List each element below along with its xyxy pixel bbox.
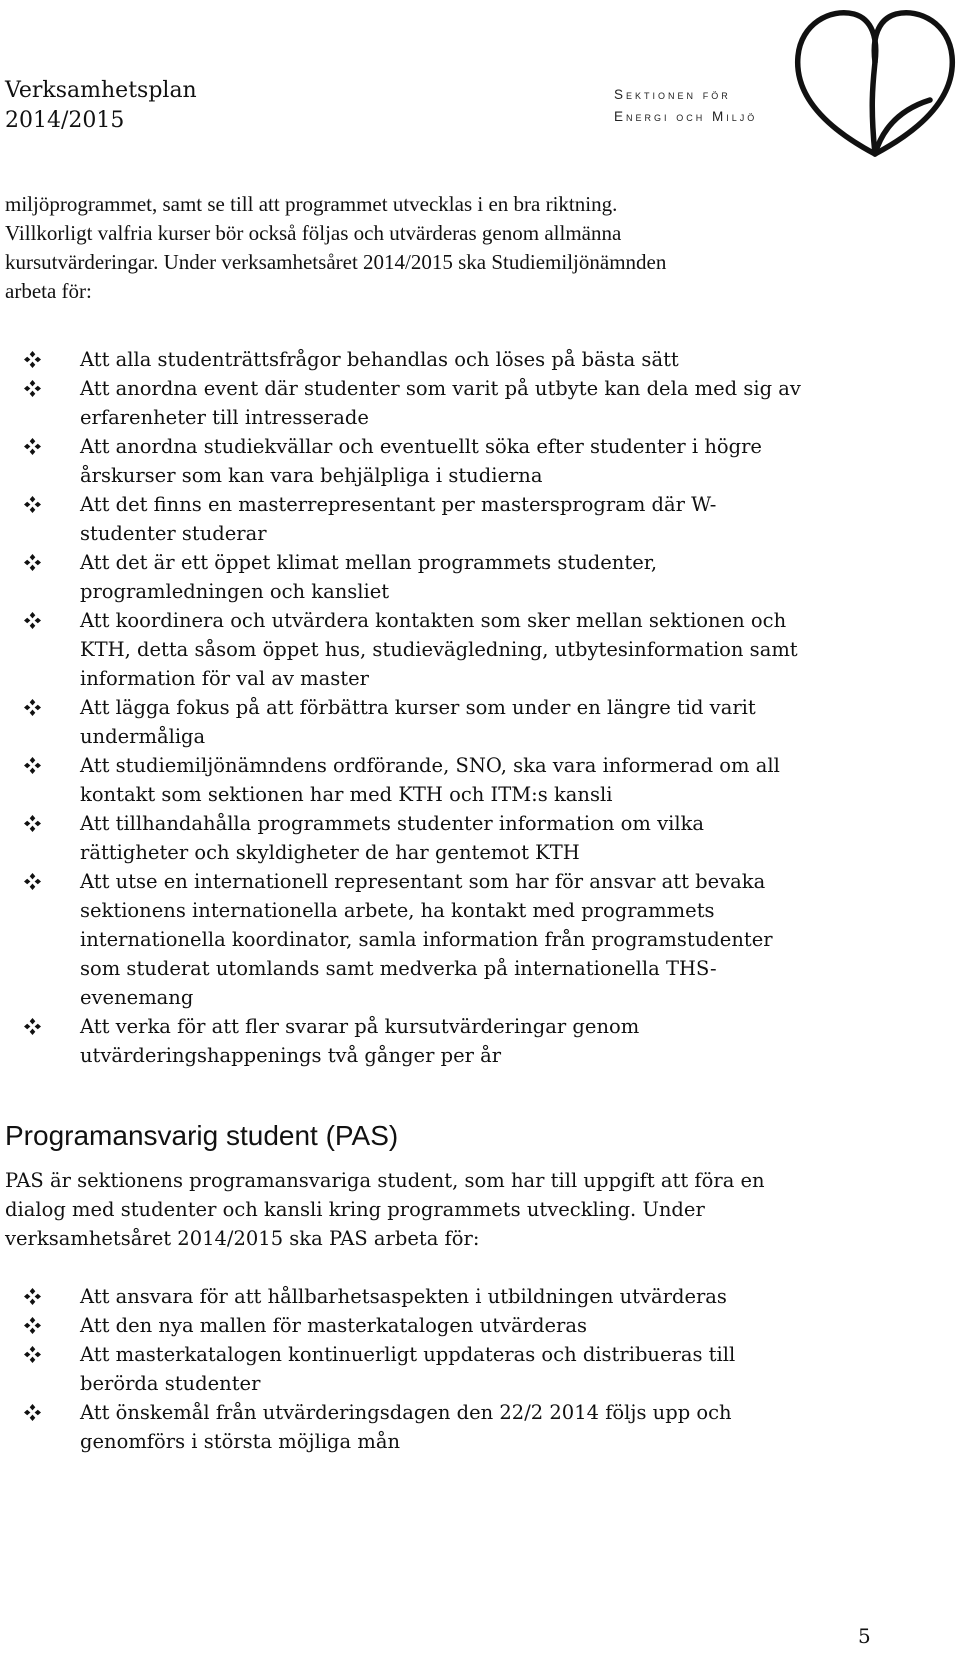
pas-intro-line: verksamhetsåret 2014/2015 ska PAS arbeta för: — [5, 1227, 480, 1250]
list-item — [0, 374, 930, 432]
four-diamond-bullet-icon — [24, 438, 41, 455]
intro-line: kursutvärderingar. Under verksamhetsåret 2014/2015 ska Studiemiljönämnden — [5, 250, 667, 274]
four-diamond-bullet-icon — [24, 815, 41, 832]
list-item — [0, 1282, 930, 1311]
list-item-text: programledningen och kansliet — [80, 580, 390, 603]
list-item — [0, 490, 930, 548]
list-item-text: Att önskemål från utvärderingsdagen den 22/2 2014 följs upp och — [80, 1401, 732, 1424]
organization-name — [614, 84, 757, 128]
list-item-text: Att lägga fokus på att förbättra kurser som under en längre tid varit — [80, 696, 756, 719]
pas-intro-paragraph — [5, 1166, 905, 1253]
list-item-text: evenemang — [80, 986, 194, 1009]
list-item-text: KTH, detta såsom öppet hus, studievägledning, utbytesinformation samt — [80, 638, 798, 661]
list-item — [0, 809, 930, 867]
organization-name-line2: Energi och Miljö — [614, 109, 758, 124]
list-item-text: Att anordna event där studenter som varit på utbyte kan dela med sig av — [80, 377, 801, 400]
list-item — [0, 606, 930, 693]
list-item — [0, 751, 930, 809]
list-item-text: kontakt som sektionen har med KTH och ITM:s kansli — [80, 783, 613, 806]
list-item-text: årskurser som kan vara behjälpliga i studierna — [80, 464, 543, 487]
four-diamond-bullet-icon — [24, 1288, 41, 1305]
studiemiljo-goals-list — [0, 345, 930, 1070]
header-title: Verksamhetsplan — [5, 78, 197, 103]
four-diamond-bullet-icon — [24, 1404, 41, 1421]
list-item-text: Att ansvara för att hållbarhetsaspekten i utbildningen utvärderas — [80, 1285, 727, 1308]
list-item-text: rättigheter och skyldigheter de har gentemot KTH — [80, 841, 580, 864]
list-item-text: Att studiemiljönämndens ordförande, SNO, ska vara informerad om all — [80, 754, 780, 777]
list-item-text: utvärderingshappenings två gånger per år — [80, 1044, 502, 1067]
list-item-text: erfarenheter till intresserade — [80, 406, 369, 429]
list-item — [0, 1311, 930, 1340]
section-heading-pas: Programansvarig student (PAS) — [5, 1120, 399, 1151]
intro-line: miljöprogrammet, samt se till att programmet utvecklas i en bra riktning. — [5, 192, 618, 216]
list-item-text: Att utse en internationell representant som har för ansvar att bevaka — [80, 870, 766, 893]
heart-leaf-logo-icon — [790, 2, 960, 162]
four-diamond-bullet-icon — [24, 351, 41, 368]
list-item-text: som studerat utomlands samt medverka på internationella THS- — [80, 957, 717, 980]
list-item-text: undermåliga — [80, 725, 206, 748]
list-item-text: Att alla studenträttsfrågor behandlas och löses på bästa sätt — [80, 348, 679, 371]
list-item-text: Att det finns en masterrepresentant per mastersprogram där W- — [80, 493, 717, 516]
four-diamond-bullet-icon — [24, 496, 41, 513]
list-item-text: sektionens internationella arbete, ha kontakt med programmets — [80, 899, 715, 922]
four-diamond-bullet-icon — [24, 1317, 41, 1334]
list-item — [0, 345, 930, 374]
organization-name-line1: Sektionen för — [614, 87, 731, 102]
four-diamond-bullet-icon — [24, 873, 41, 890]
list-item-text: Att masterkatalogen kontinuerligt uppdateras och distribueras till — [80, 1343, 736, 1366]
list-item-text: studenter studerar — [80, 522, 267, 545]
pas-goals-list — [0, 1282, 930, 1456]
list-item-text: Att anordna studiekvällar och eventuellt söka efter studenter i högre — [80, 435, 762, 458]
intro-line: Villkorligt valfria kurser bör också följas och utvärderas genom allmänna — [5, 221, 622, 245]
list-item-text: Att verka för att fler svarar på kursutvärderingar genom — [80, 1015, 640, 1038]
pas-intro-line: dialog med studenter och kansli kring programmets utveckling. Under — [5, 1198, 705, 1221]
header-period: 2014/2015 — [5, 108, 125, 133]
list-item-text: Att det är ett öppet klimat mellan programmets studenter, — [80, 551, 658, 574]
list-item-text: Att tillhandahålla programmets studenter information om vilka — [80, 812, 705, 835]
intro-paragraph — [5, 190, 905, 306]
intro-line: arbeta för: — [5, 279, 92, 303]
list-item — [0, 693, 930, 751]
pas-intro-line: PAS är sektionens programansvariga student, som har till uppgift att föra en — [5, 1169, 765, 1192]
list-item-text: information för val av master — [80, 667, 369, 690]
four-diamond-bullet-icon — [24, 1346, 41, 1363]
list-item — [0, 1340, 930, 1398]
list-item — [0, 432, 930, 490]
four-diamond-bullet-icon — [24, 380, 41, 397]
four-diamond-bullet-icon — [24, 699, 41, 716]
list-item — [0, 548, 930, 606]
list-item-text: berörda studenter — [80, 1372, 261, 1395]
list-item — [0, 1398, 930, 1456]
list-item-text: internationella koordinator, samla information från programstudenter — [80, 928, 773, 951]
document-header-title — [5, 76, 197, 136]
list-item — [0, 867, 930, 1012]
four-diamond-bullet-icon — [24, 612, 41, 629]
page-number: 5 — [858, 1624, 871, 1648]
four-diamond-bullet-icon — [24, 554, 41, 571]
list-item — [0, 1012, 930, 1070]
four-diamond-bullet-icon — [24, 1018, 41, 1035]
list-item-text: Att koordinera och utvärdera kontakten som sker mellan sektionen och — [80, 609, 787, 632]
four-diamond-bullet-icon — [24, 757, 41, 774]
list-item-text: Att den nya mallen för masterkatalogen utvärderas — [80, 1314, 587, 1337]
list-item-text: genomförs i största möjliga mån — [80, 1430, 401, 1453]
